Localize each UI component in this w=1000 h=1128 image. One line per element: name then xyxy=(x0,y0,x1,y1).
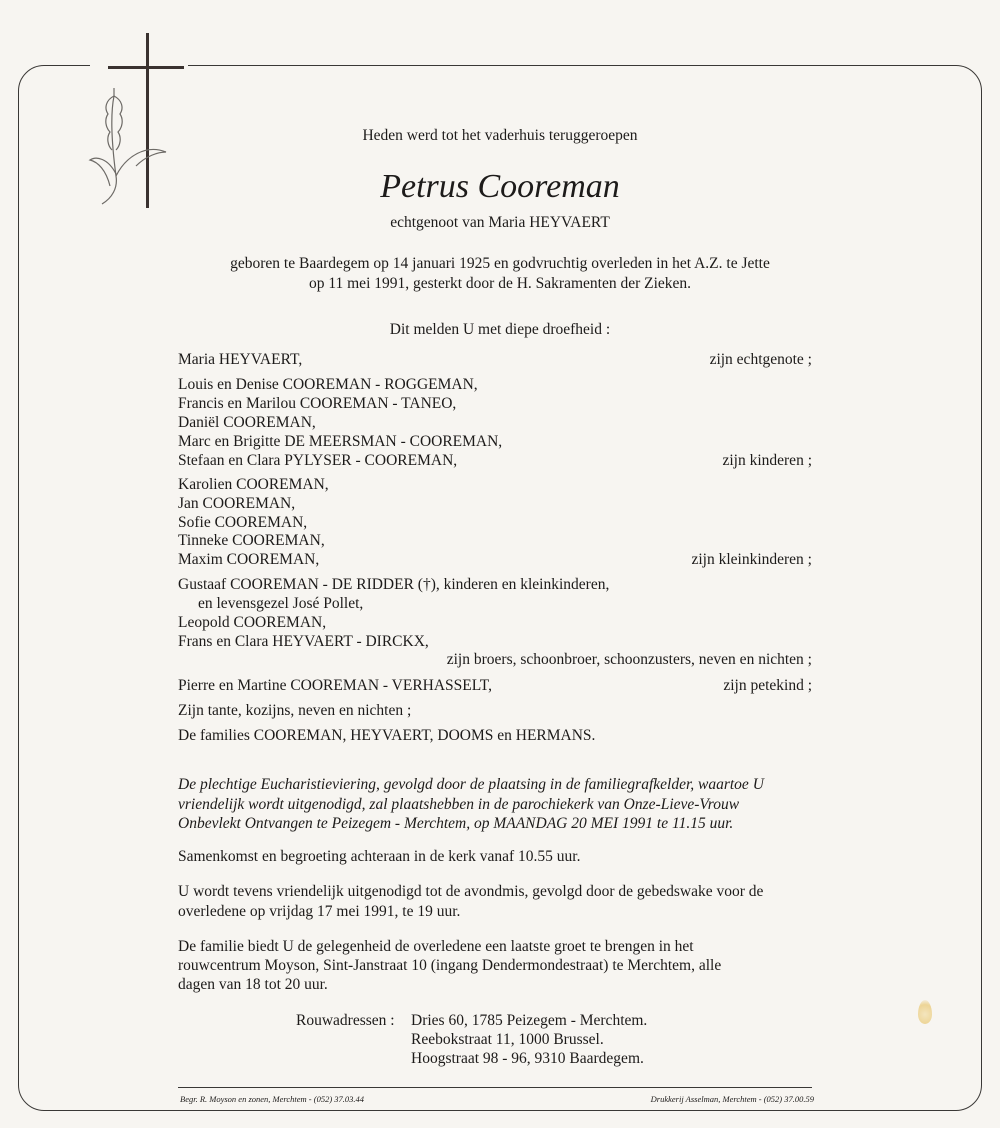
spouse-line: echtgenoot van Maria HEYVAERT xyxy=(390,214,610,231)
siblings-role: zijn broers, schoonbroer, schoonzusters, neven en nichten ; xyxy=(446,651,812,668)
grandchildren-role: zijn kleinkinderen ; xyxy=(691,551,812,568)
evening-line: overledene op vrijdag 17 mei 1991, te 19 uur. xyxy=(178,903,461,920)
spouse-name: Maria HEYVAERT, xyxy=(178,351,303,368)
godchild-role: zijn petekind ; xyxy=(723,677,812,694)
sibling-entry: Leopold COOREMAN, xyxy=(178,614,327,631)
footer-right: Drukkerij Asselman, Merchtem - (052) 37.00.59 xyxy=(650,1094,814,1104)
evening-line: U wordt tevens vriendelijk uitgenodigd tot de avondmis, gevolgd door de gebedswake voor de xyxy=(178,883,764,900)
grandchild-entry: Maxim COOREMAN, xyxy=(178,551,320,568)
grandchild-entry: Tinneke COOREMAN, xyxy=(178,532,325,549)
announcement: Dit melden U met diepe droefheid : xyxy=(389,321,611,338)
deceased-name: Petrus Cooreman xyxy=(380,168,620,205)
cross-icon-bar xyxy=(108,66,184,69)
child-entry: Louis en Denise COOREMAN - ROGGEMAN, xyxy=(178,376,478,393)
spouse-role: zijn echtgenote ; xyxy=(709,351,812,368)
service-line: De plechtige Eucharistieviering, gevolgd door de plaatsing in de familiegrafkelder, waartoe U xyxy=(178,776,764,793)
child-entry: Stefaan en Clara PYLYSER - COOREMAN, xyxy=(178,452,458,469)
sibling-entry: en levensgezel José Pollet, xyxy=(198,595,364,612)
children-role: zijn kinderen ; xyxy=(722,452,812,469)
addresses-label: Rouwadressen : xyxy=(296,1012,395,1029)
visit-line: De familie biedt U de gelegenheid de overledene een laatste groet te brengen in het xyxy=(178,938,694,955)
godchild-name: Pierre en Martine COOREMAN - VERHASSELT, xyxy=(178,677,492,694)
service-line: vriendelijk wordt uitgenodigd, zal plaatshebben in de parochiekerk van Onze-Lieve-Vrouw xyxy=(178,796,740,813)
address-line: Dries 60, 1785 Peizegem - Merchtem. xyxy=(411,1012,648,1029)
birth-line-1: geboren te Baardegem op 14 januari 1925 en godvruchtig overleden in het A.Z. te Jette xyxy=(230,255,770,272)
sibling-entry: Frans en Clara HEYVAERT - DIRCKX, xyxy=(178,633,429,650)
paper-stain xyxy=(918,1000,932,1024)
address-line: Hoogstraat 98 - 96, 9310 Baardegem. xyxy=(411,1050,644,1067)
sibling-entry: Gustaaf COOREMAN - DE RIDDER (†), kinderen en kleinkinderen, xyxy=(178,576,610,593)
address-line: Reebokstraat 11, 1000 Brussel. xyxy=(411,1031,604,1048)
grandchild-entry: Jan COOREMAN, xyxy=(178,495,296,512)
birth-line-2: op 11 mei 1991, gesterkt door de H. Sakramenten der Zieken. xyxy=(308,275,692,292)
grandchild-entry: Sofie COOREMAN, xyxy=(178,514,308,531)
visit-line: dagen van 18 tot 20 uur. xyxy=(178,976,328,993)
gathering-line: Samenkomst en begroeting achteraan in de kerk vanaf 10.55 uur. xyxy=(178,848,581,865)
child-entry: Daniël COOREMAN, xyxy=(178,414,316,431)
child-entry: Marc en Brigitte DE MEERSMAN - COOREMAN, xyxy=(178,433,503,450)
intro-text: Heden werd tot het vaderhuis teruggeroepen xyxy=(362,127,638,144)
footer-divider xyxy=(178,1087,812,1088)
aunt-line: Zijn tante, kozijns, neven en nichten ; xyxy=(178,702,412,719)
footer-left: Begr. R. Moyson en zonen, Merchtem - (052) 37.03.44 xyxy=(180,1094,365,1104)
families-line: De families COOREMAN, HEYVAERT, DOOMS en HERMANS. xyxy=(178,727,596,744)
service-line: Onbevlekt Ontvangen te Peizegem - Merchtem, op MAANDAG 20 MEI 1991 te 11.15 uur. xyxy=(178,815,734,832)
grandchild-entry: Karolien COOREMAN, xyxy=(178,476,329,493)
visit-line: rouwcentrum Moyson, Sint-Janstraat 10 (ingang Dendermondestraat) te Merchtem, alle xyxy=(178,957,722,974)
child-entry: Francis en Marilou COOREMAN - TANEO, xyxy=(178,395,457,412)
